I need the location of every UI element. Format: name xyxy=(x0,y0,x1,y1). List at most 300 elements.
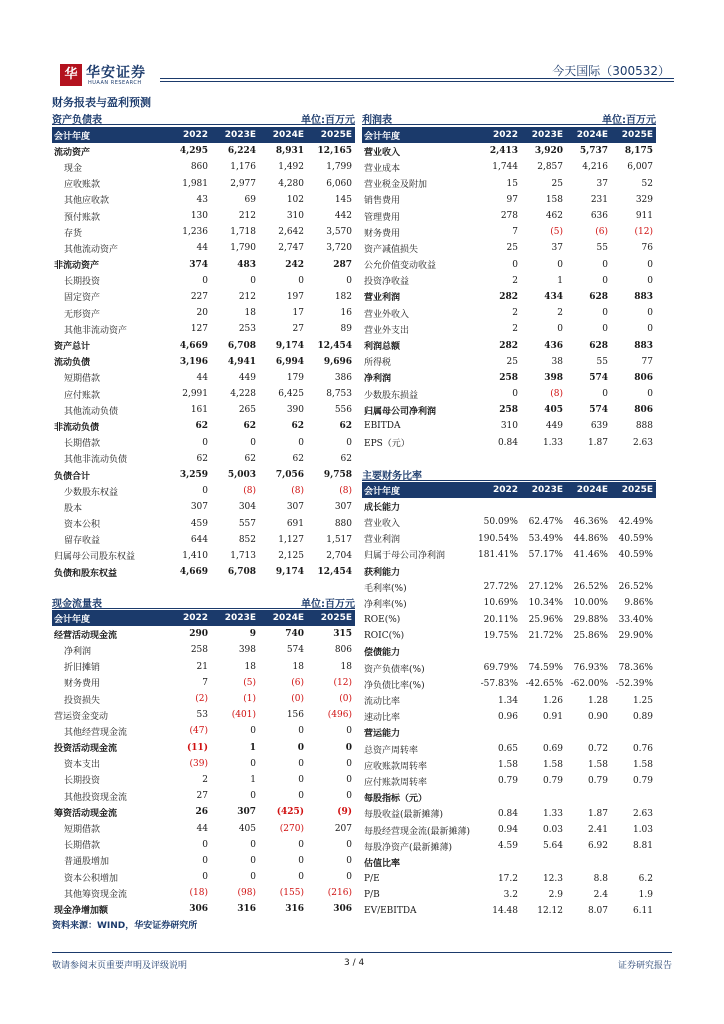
table-cell: 265 xyxy=(238,405,256,416)
table-cell xyxy=(476,644,521,660)
row-label: 归属于母公司净利润 xyxy=(364,551,446,562)
table-cell: 278 xyxy=(500,211,518,222)
table-cell: 2 xyxy=(202,774,208,785)
table-cell: 44 xyxy=(196,823,208,834)
row-label: 投资损失 xyxy=(64,695,101,706)
row-label: 非流动负债 xyxy=(54,422,100,433)
table-cell: 405 xyxy=(544,405,563,416)
table-cell: 127 xyxy=(190,324,208,335)
table-cell: 62 xyxy=(339,421,352,432)
table-cell: 20.11% xyxy=(483,614,518,625)
company-title: 今天国际（300532） xyxy=(552,64,670,78)
table-cell: 0.89 xyxy=(632,711,653,722)
row-label: 销售费用 xyxy=(364,196,401,207)
row-label: 其他非流动资产 xyxy=(64,325,128,336)
table-row xyxy=(52,321,355,337)
row-label: 长期投资 xyxy=(64,776,101,787)
row-label: 长期投资 xyxy=(64,277,101,288)
row-label: 总资产周转率 xyxy=(364,745,419,756)
table-cell: 0 xyxy=(298,758,304,769)
table-row xyxy=(362,547,656,563)
table-row xyxy=(52,626,355,642)
table-cell: 0 xyxy=(557,324,563,335)
row-label: 净利润 xyxy=(364,374,392,385)
row-label: 短期借款 xyxy=(64,825,101,836)
table-cell: 574 xyxy=(589,372,608,383)
table-row xyxy=(362,790,656,806)
table-cell: 6,007 xyxy=(627,162,653,173)
table-cell: 888 xyxy=(635,421,653,432)
table-cell: 52 xyxy=(641,178,653,189)
table-cell: (496) xyxy=(327,710,352,721)
table-cell: 1.33 xyxy=(542,437,563,448)
row-label: 经营活动现金流 xyxy=(54,630,118,641)
table-cell: 25 xyxy=(551,178,563,189)
column-header: 2025E xyxy=(307,127,355,143)
table-cell: 40.59% xyxy=(618,533,653,544)
table-row xyxy=(362,354,656,370)
row-label: 投资活动现金流 xyxy=(54,744,118,755)
table-cell: 390 xyxy=(286,405,304,416)
table-cell: 0 xyxy=(250,872,256,883)
table-cell: 557 xyxy=(238,518,256,529)
table-cell: 1.34 xyxy=(497,695,518,706)
table-cell: 21 xyxy=(196,661,208,672)
column-header: 2025E xyxy=(611,127,656,143)
table-row xyxy=(52,273,355,289)
table-cell: (12) xyxy=(634,227,653,238)
table-cell: 307 xyxy=(237,807,256,818)
table-row xyxy=(362,337,656,353)
table-row xyxy=(52,642,355,658)
table-cell: 0 xyxy=(346,839,352,850)
table-cell: 4,669 xyxy=(179,340,208,351)
table-cell: 0 xyxy=(602,308,608,319)
table-cell: 8,931 xyxy=(275,146,304,157)
table-cell: 1,713 xyxy=(230,550,256,561)
row-label: 偿债能力 xyxy=(364,648,401,659)
table-cell: 1 xyxy=(250,774,256,785)
table-cell: 231 xyxy=(590,194,608,205)
balance-sheet-unit: 单位:百万元 xyxy=(301,115,355,126)
table-cell: 62 xyxy=(243,421,256,432)
table-cell xyxy=(611,563,656,579)
table-row xyxy=(362,741,656,757)
table-cell: 1.58 xyxy=(632,760,653,771)
table-cell: (8) xyxy=(550,389,563,400)
column-header: 2023E xyxy=(211,127,259,143)
table-cell: (6) xyxy=(595,227,608,238)
table-cell: 62 xyxy=(291,421,304,432)
table-cell: 1.25 xyxy=(632,695,653,706)
table-cell: 0 xyxy=(346,275,352,286)
cashflow-unit: 单位:百万元 xyxy=(301,599,355,610)
table-cell: 17.2 xyxy=(497,873,518,884)
table-cell: 0.84 xyxy=(497,808,518,819)
table-cell: 44.86% xyxy=(573,533,608,544)
table-cell: 0.03 xyxy=(542,825,563,836)
table-cell: 2 xyxy=(512,324,518,335)
table-cell: 37 xyxy=(551,243,563,254)
table-cell: 1,981 xyxy=(182,178,208,189)
table-row xyxy=(52,370,355,386)
table-row xyxy=(52,354,355,370)
table-cell: 316 xyxy=(237,904,256,915)
table-cell: 0 xyxy=(250,839,256,850)
table-cell xyxy=(476,498,521,514)
table-row xyxy=(362,305,656,321)
table-cell: 50.09% xyxy=(483,517,518,528)
table-cell: 242 xyxy=(285,259,304,270)
table-cell: (11) xyxy=(186,742,208,753)
table-cell: 10.69% xyxy=(483,598,518,609)
table-cell: 1.03 xyxy=(632,825,653,836)
table-cell: 282 xyxy=(499,291,518,302)
row-label: 净利率(%) xyxy=(364,599,407,610)
table-row xyxy=(52,548,355,564)
table-row xyxy=(52,691,355,707)
table-cell: 4,280 xyxy=(278,178,304,189)
row-label: 获利能力 xyxy=(364,567,401,578)
table-cell: 1,236 xyxy=(182,227,208,238)
table-cell: (401) xyxy=(231,710,256,721)
table-row xyxy=(52,675,355,691)
table-cell: 0 xyxy=(512,389,518,400)
table-row xyxy=(362,838,656,854)
table-cell: 290 xyxy=(189,629,208,640)
table-cell: 29.88% xyxy=(573,614,608,625)
table-cell: 10.00% xyxy=(573,598,608,609)
row-label: 其他经营现金流 xyxy=(64,727,128,738)
table-row xyxy=(52,402,355,418)
table-cell: 69.79% xyxy=(483,663,518,674)
row-label: 应付账款 xyxy=(64,390,101,401)
table-cell: (9) xyxy=(337,807,352,818)
table-cell: 12.3 xyxy=(542,873,563,884)
table-cell: (18) xyxy=(189,888,208,899)
row-label: 财务费用 xyxy=(364,228,401,239)
table-row xyxy=(362,402,656,418)
table-row xyxy=(362,806,656,822)
column-header: 2022 xyxy=(163,610,211,626)
footer-divider xyxy=(52,952,672,953)
table-cell: 20 xyxy=(196,308,208,319)
table-cell: 3.2 xyxy=(503,889,518,900)
table-cell: -42.65% xyxy=(525,679,563,690)
table-cell: 307 xyxy=(334,502,352,513)
row-label: 投资净收益 xyxy=(364,277,410,288)
table-cell: 25.86% xyxy=(573,630,608,641)
table-row xyxy=(52,208,355,224)
table-cell: 434 xyxy=(544,291,563,302)
table-cell xyxy=(566,563,611,579)
table-cell: 806 xyxy=(334,645,352,656)
table-cell: 10.34% xyxy=(528,598,563,609)
table-cell: 436 xyxy=(544,340,563,351)
cashflow-heading xyxy=(52,595,355,609)
row-label: 流动负债 xyxy=(54,358,91,369)
table-cell: 639 xyxy=(590,421,608,432)
table-cell xyxy=(611,725,656,741)
table-row xyxy=(362,644,656,660)
row-label: 长期借款 xyxy=(64,439,101,450)
table-cell: 287 xyxy=(333,259,352,270)
table-row xyxy=(52,386,355,402)
table-cell: 21.72% xyxy=(528,630,563,641)
table-row xyxy=(52,289,355,305)
table-cell: 0 xyxy=(346,774,352,785)
table-cell: 5.64 xyxy=(542,841,563,852)
footer-disclaimer: 敬请参阅末页重要声明及评级说明 xyxy=(52,961,188,971)
ratios-heading xyxy=(362,467,656,481)
table-row xyxy=(362,854,656,870)
table-cell: 12,454 xyxy=(317,340,352,351)
table-cell: 386 xyxy=(334,372,352,383)
table-cell: (8) xyxy=(243,486,256,497)
table-row xyxy=(52,483,355,499)
report-header xyxy=(52,58,674,94)
table-cell: 2.41 xyxy=(587,825,608,836)
table-cell: 316 xyxy=(285,904,304,915)
table-cell xyxy=(611,790,656,806)
row-label: ROIC(%) xyxy=(364,630,405,641)
row-label: 固定资产 xyxy=(64,293,101,304)
table-cell: 158 xyxy=(545,194,563,205)
table-cell: 12.12 xyxy=(537,905,563,916)
table-cell: 161 xyxy=(190,405,208,416)
table-cell: 253 xyxy=(238,324,256,335)
table-cell: (98) xyxy=(237,888,256,899)
table-row xyxy=(362,240,656,256)
column-header: 2024E xyxy=(566,127,611,143)
table-cell: 0 xyxy=(298,855,304,866)
row-label: 长期借款 xyxy=(64,841,101,852)
table-cell: 806 xyxy=(634,372,653,383)
table-row xyxy=(52,257,355,273)
table-cell: 1 xyxy=(249,742,256,753)
table-cell: 462 xyxy=(545,211,563,222)
table-row xyxy=(362,273,656,289)
column-header: 2022 xyxy=(476,482,521,498)
table-cell: 0 xyxy=(250,791,256,802)
table-cell: 76 xyxy=(641,243,653,254)
column-header: 会计年度 xyxy=(52,127,163,143)
table-cell: 329 xyxy=(635,194,653,205)
table-cell: 0 xyxy=(346,758,352,769)
column-header: 2024E xyxy=(259,127,307,143)
row-label: 其他流动负债 xyxy=(64,406,119,417)
table-row xyxy=(52,869,355,885)
table-row xyxy=(362,676,656,692)
table-cell: 398 xyxy=(238,645,256,656)
table-cell: 6,425 xyxy=(278,389,304,400)
row-label: 利润总额 xyxy=(364,342,401,353)
row-label: 负债合计 xyxy=(54,471,91,482)
table-row xyxy=(362,725,656,741)
table-cell: 27 xyxy=(292,324,304,335)
table-row xyxy=(52,337,355,353)
table-cell: 182 xyxy=(334,291,352,302)
table-cell: 9,696 xyxy=(323,356,352,367)
table-cell: 258 xyxy=(190,645,208,656)
row-label: EV/EBITDA xyxy=(364,905,417,916)
table-cell: 62.47% xyxy=(528,517,563,528)
table-cell: 0 xyxy=(298,275,304,286)
table-cell xyxy=(476,790,521,806)
table-cell: 0 xyxy=(647,389,653,400)
row-label: 资本公积 xyxy=(64,520,101,531)
page-title: 财务报表与盈利预测 xyxy=(52,96,151,109)
table-cell: (2) xyxy=(195,694,208,705)
table-cell: 102 xyxy=(286,194,304,205)
table-row xyxy=(52,516,355,532)
table-cell: 0.65 xyxy=(497,744,518,755)
table-cell: 0 xyxy=(647,275,653,286)
table-cell: 449 xyxy=(238,372,256,383)
table-cell: 27 xyxy=(196,791,208,802)
table-cell: 33.40% xyxy=(618,614,653,625)
table-cell: 62 xyxy=(340,453,352,464)
table-cell: 89 xyxy=(340,324,352,335)
table-cell: 315 xyxy=(333,629,352,640)
table-row xyxy=(52,305,355,321)
table-cell: 0 xyxy=(346,726,352,737)
table-cell: 19.75% xyxy=(483,630,518,641)
table-row xyxy=(362,903,656,919)
table-cell: (0) xyxy=(291,694,304,705)
cashflow-title: 现金流量表 xyxy=(52,599,102,610)
table-cell: 156 xyxy=(286,710,304,721)
table-cell xyxy=(611,854,656,870)
row-label: 估值比率 xyxy=(364,858,401,869)
page-number: 3 / 4 xyxy=(344,958,365,968)
row-label: 资产总计 xyxy=(54,342,91,353)
row-label: 每股收益(最新摊薄) xyxy=(364,810,444,821)
table-cell: 374 xyxy=(189,259,208,270)
table-cell: 628 xyxy=(589,291,608,302)
table-cell: 179 xyxy=(286,372,304,383)
table-cell: 17 xyxy=(292,308,304,319)
table-cell: 1.58 xyxy=(587,760,608,771)
table-row xyxy=(362,418,656,434)
logo-subtext: HUAAN RESEARCH xyxy=(88,80,142,86)
row-label: 少数股东权益 xyxy=(64,487,119,498)
table-cell: 306 xyxy=(189,904,208,915)
table-cell: 0 xyxy=(250,275,256,286)
table-cell: 227 xyxy=(190,291,208,302)
balance-header-row xyxy=(52,127,355,143)
table-cell: 55 xyxy=(596,243,608,254)
row-label: 资本公积增加 xyxy=(64,873,119,884)
table-row xyxy=(52,804,355,820)
row-label: 资本支出 xyxy=(64,760,101,771)
row-label: 营业成本 xyxy=(364,163,401,174)
row-label: ROE(%) xyxy=(364,614,401,625)
table-cell: 12,165 xyxy=(317,146,352,157)
column-header: 2022 xyxy=(476,127,521,143)
table-cell: 2.9 xyxy=(548,889,563,900)
table-cell: 0 xyxy=(647,259,653,270)
table-row xyxy=(52,756,355,772)
row-label: 营运资金变动 xyxy=(54,711,109,722)
table-row xyxy=(52,885,355,901)
table-row xyxy=(362,822,656,838)
table-cell: 1.58 xyxy=(542,760,563,771)
table-cell: 77 xyxy=(641,356,653,367)
table-cell: 3,570 xyxy=(326,227,352,238)
table-cell: 18 xyxy=(340,661,352,672)
table-row xyxy=(52,143,355,159)
company-logo xyxy=(60,62,170,94)
table-cell: 7,056 xyxy=(275,470,304,481)
table-cell: 307 xyxy=(286,502,304,513)
table-cell: 0 xyxy=(647,308,653,319)
table-row xyxy=(52,159,355,175)
row-label: 毛利率(%) xyxy=(364,583,407,594)
table-cell xyxy=(476,725,521,741)
table-cell: (1) xyxy=(243,694,256,705)
table-cell: (5) xyxy=(243,677,256,688)
row-label: 营业利润 xyxy=(364,293,401,304)
table-cell: 0 xyxy=(202,855,208,866)
table-cell: 190.54% xyxy=(478,533,519,544)
table-row xyxy=(52,788,355,804)
table-cell: 0 xyxy=(202,839,208,850)
column-header: 会计年度 xyxy=(362,127,476,143)
row-label: 其他筹资现金流 xyxy=(64,889,128,900)
row-label: 存货 xyxy=(64,228,83,239)
table-cell: (6) xyxy=(291,677,304,688)
income-header-row xyxy=(362,127,656,143)
table-row xyxy=(362,192,656,208)
table-cell: 26.52% xyxy=(573,582,608,593)
table-cell: 258 xyxy=(499,372,518,383)
income-statement-table xyxy=(362,127,656,451)
table-cell: 2 xyxy=(512,308,518,319)
table-cell: 0 xyxy=(602,389,608,400)
table-cell: 1,127 xyxy=(278,534,304,545)
column-header: 2024E xyxy=(259,610,307,626)
row-label: 归属母公司股东权益 xyxy=(54,552,136,563)
table-cell: (39) xyxy=(189,758,208,769)
table-row xyxy=(362,289,656,305)
table-cell: 0.69 xyxy=(542,744,563,755)
table-cell: 0 xyxy=(297,742,304,753)
table-cell xyxy=(521,498,566,514)
table-row xyxy=(362,224,656,240)
table-row xyxy=(362,887,656,903)
table-cell: 97 xyxy=(506,194,518,205)
table-cell: 0 xyxy=(602,275,608,286)
table-row xyxy=(362,871,656,887)
table-cell: 181.41% xyxy=(478,549,519,560)
row-label: EPS（元） xyxy=(364,439,410,450)
logo-text: 华安证券 xyxy=(86,65,146,81)
table-cell: 1 xyxy=(557,275,563,286)
table-cell xyxy=(566,725,611,741)
row-label: P/E xyxy=(364,873,380,884)
table-row xyxy=(52,499,355,515)
table-cell: 212 xyxy=(238,211,256,222)
table-cell: 46.36% xyxy=(573,517,608,528)
table-cell xyxy=(566,498,611,514)
table-row xyxy=(52,659,355,675)
table-cell: 76.93% xyxy=(573,663,608,674)
table-cell: 405 xyxy=(238,823,256,834)
table-cell: 16 xyxy=(340,308,352,319)
table-cell: 0 xyxy=(298,774,304,785)
table-cell: 6,994 xyxy=(275,356,304,367)
